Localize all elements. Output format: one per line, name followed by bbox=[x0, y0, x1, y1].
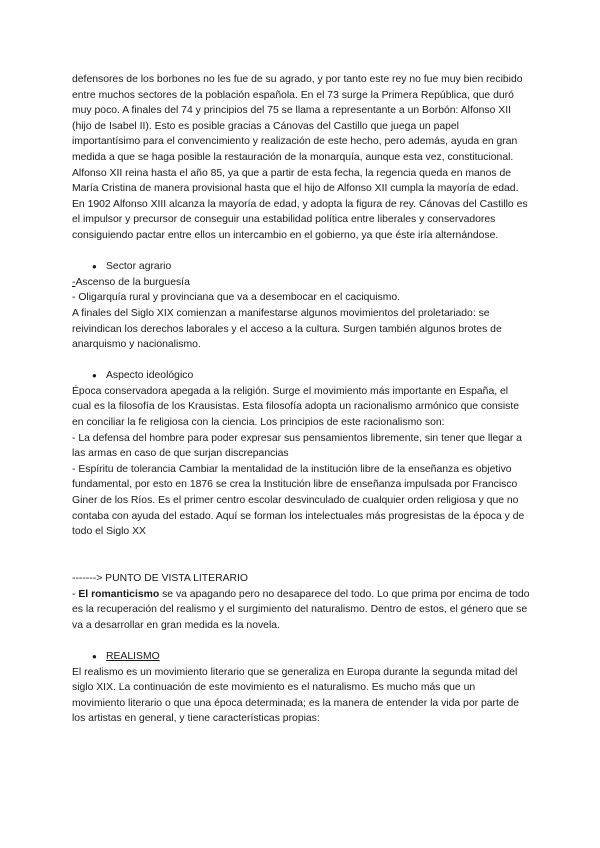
bullet-realismo bbox=[72, 649, 530, 665]
paragraph-romanticismo: - El romanticismo se va apagando pero no desaparece del todo. Lo que prima por encima de todo es la recuperación del realismo y el surgimiento del naturalismo. Dentro de estos, el género que se va a desarrollar en gran medida es la novela. bbox=[72, 588, 530, 631]
spacer bbox=[72, 633, 530, 649]
line-oligarquia: - Oligarquía rural y provinciana que va a desembocar en el caciquismo. bbox=[72, 292, 401, 304]
paragraph-proletariado: A finales del Siglo XIX comienzan a manifestarse algunos movimientos del proletariado: se reivindican los derechos laborales y el acceso a la cultura. Surgen también algunos brotes de anarquismo y nacionalismo. bbox=[72, 307, 502, 351]
bullet-aspecto-ideologico bbox=[72, 368, 530, 384]
spacer bbox=[72, 244, 530, 260]
bullet-sector-agrario bbox=[72, 259, 530, 275]
document-page bbox=[72, 72, 530, 727]
bullet-dot-icon: ● bbox=[92, 651, 97, 661]
item-defensa-hombre: - La defensa del hombre para poder expresar sus pensamientos libremente, sin tener que llegar a las armas en caso de que surjan discrepancias bbox=[72, 432, 522, 460]
heading-aspecto-ideologico: Aspecto ideológico bbox=[106, 370, 194, 382]
bullet-dot-icon: ● bbox=[92, 371, 97, 381]
item-espiritu-tolerancia: - Espíritu de tolerancia Cambiar la mentalidad de la institución libre de la enseñanza es objetivo fundamental, por esto en 1876 se crea la Institución libre de enseñanza impulsada por Francisco Giner de los Ríos. Es el primer centro escolar desvinculado de cualquier orden religiosa y que no contaba con ayuda del estado. Aquí se forman los intelectuales más progresistas de la época y de todo el Siglo XX bbox=[72, 463, 525, 538]
heading-realismo: REALISMO bbox=[106, 650, 160, 662]
bullet-dot-icon: ● bbox=[92, 262, 97, 272]
paragraph-realismo: El realismo es un movimiento literario que se generaliza en Europa durante la segunda mitad del siglo XIX. La continuación de este movimiento es el naturalismo. Es mucho más que un movimiento literario o que una época determinada; es la manera de entender la vida por parte de los artistas en general, y tiene características propias: bbox=[72, 666, 520, 725]
heading-punto-vista-literario: -------> PUNTO DE VISTA LITERARIO bbox=[72, 573, 248, 584]
paragraph-krausistas: Época conservadora apegada a la religión. Surge el movimiento más importante en España, el cual es la filosofía de los Krausistas. Esta filosofía adopta un racionalismo armónico que consiste en conciliar la fe religiosa con la ciencia. Los principios de este racionalismo son: bbox=[72, 385, 520, 429]
heading-sector-agrario: Sector agrario bbox=[106, 261, 172, 273]
subheading-burguesia: -Ascenso de la burguesía bbox=[72, 276, 190, 288]
paragraph-restauracion: defensores de los borbones no les fue de su agrado, y por tanto este rey no fue muy bien recibido entre muchos sectores de la población española. En el 73 surge la Primera República, que duró muy poco. A finales del 74 y principios del 75 se llama a representante a un Borbón: Alfonso XII (hijo de Isabel II). Esto es posible gracias a Cánovas del Castillo que juega un papel importantísimo para el convencimiento y realización de este hecho, pero además, ayuda en gran medida a que se haga posible la restauración de la monarquía, aunque esta vez, constitucional. Alfonso XII reina hasta el año 85, ya que a partir de esta fecha, la regencia queda en manos de María Cristina de manera provisional hasta que el hijo de Alfonso XII cumpla la mayoría de edad. En 1902 Alfonso XIII alcanza la mayoría de edad, y adopta la figura de rey. Cánovas del Castillo es el impulsor y precursor de conseguir una estabilidad política entre liberales y conservadores consiguiendo pactar entre ellos un intercambio en el gobierno, ya que éste iría alternándose. bbox=[72, 74, 528, 241]
spacer bbox=[72, 555, 530, 571]
spacer bbox=[72, 353, 530, 369]
spacer bbox=[72, 540, 530, 556]
